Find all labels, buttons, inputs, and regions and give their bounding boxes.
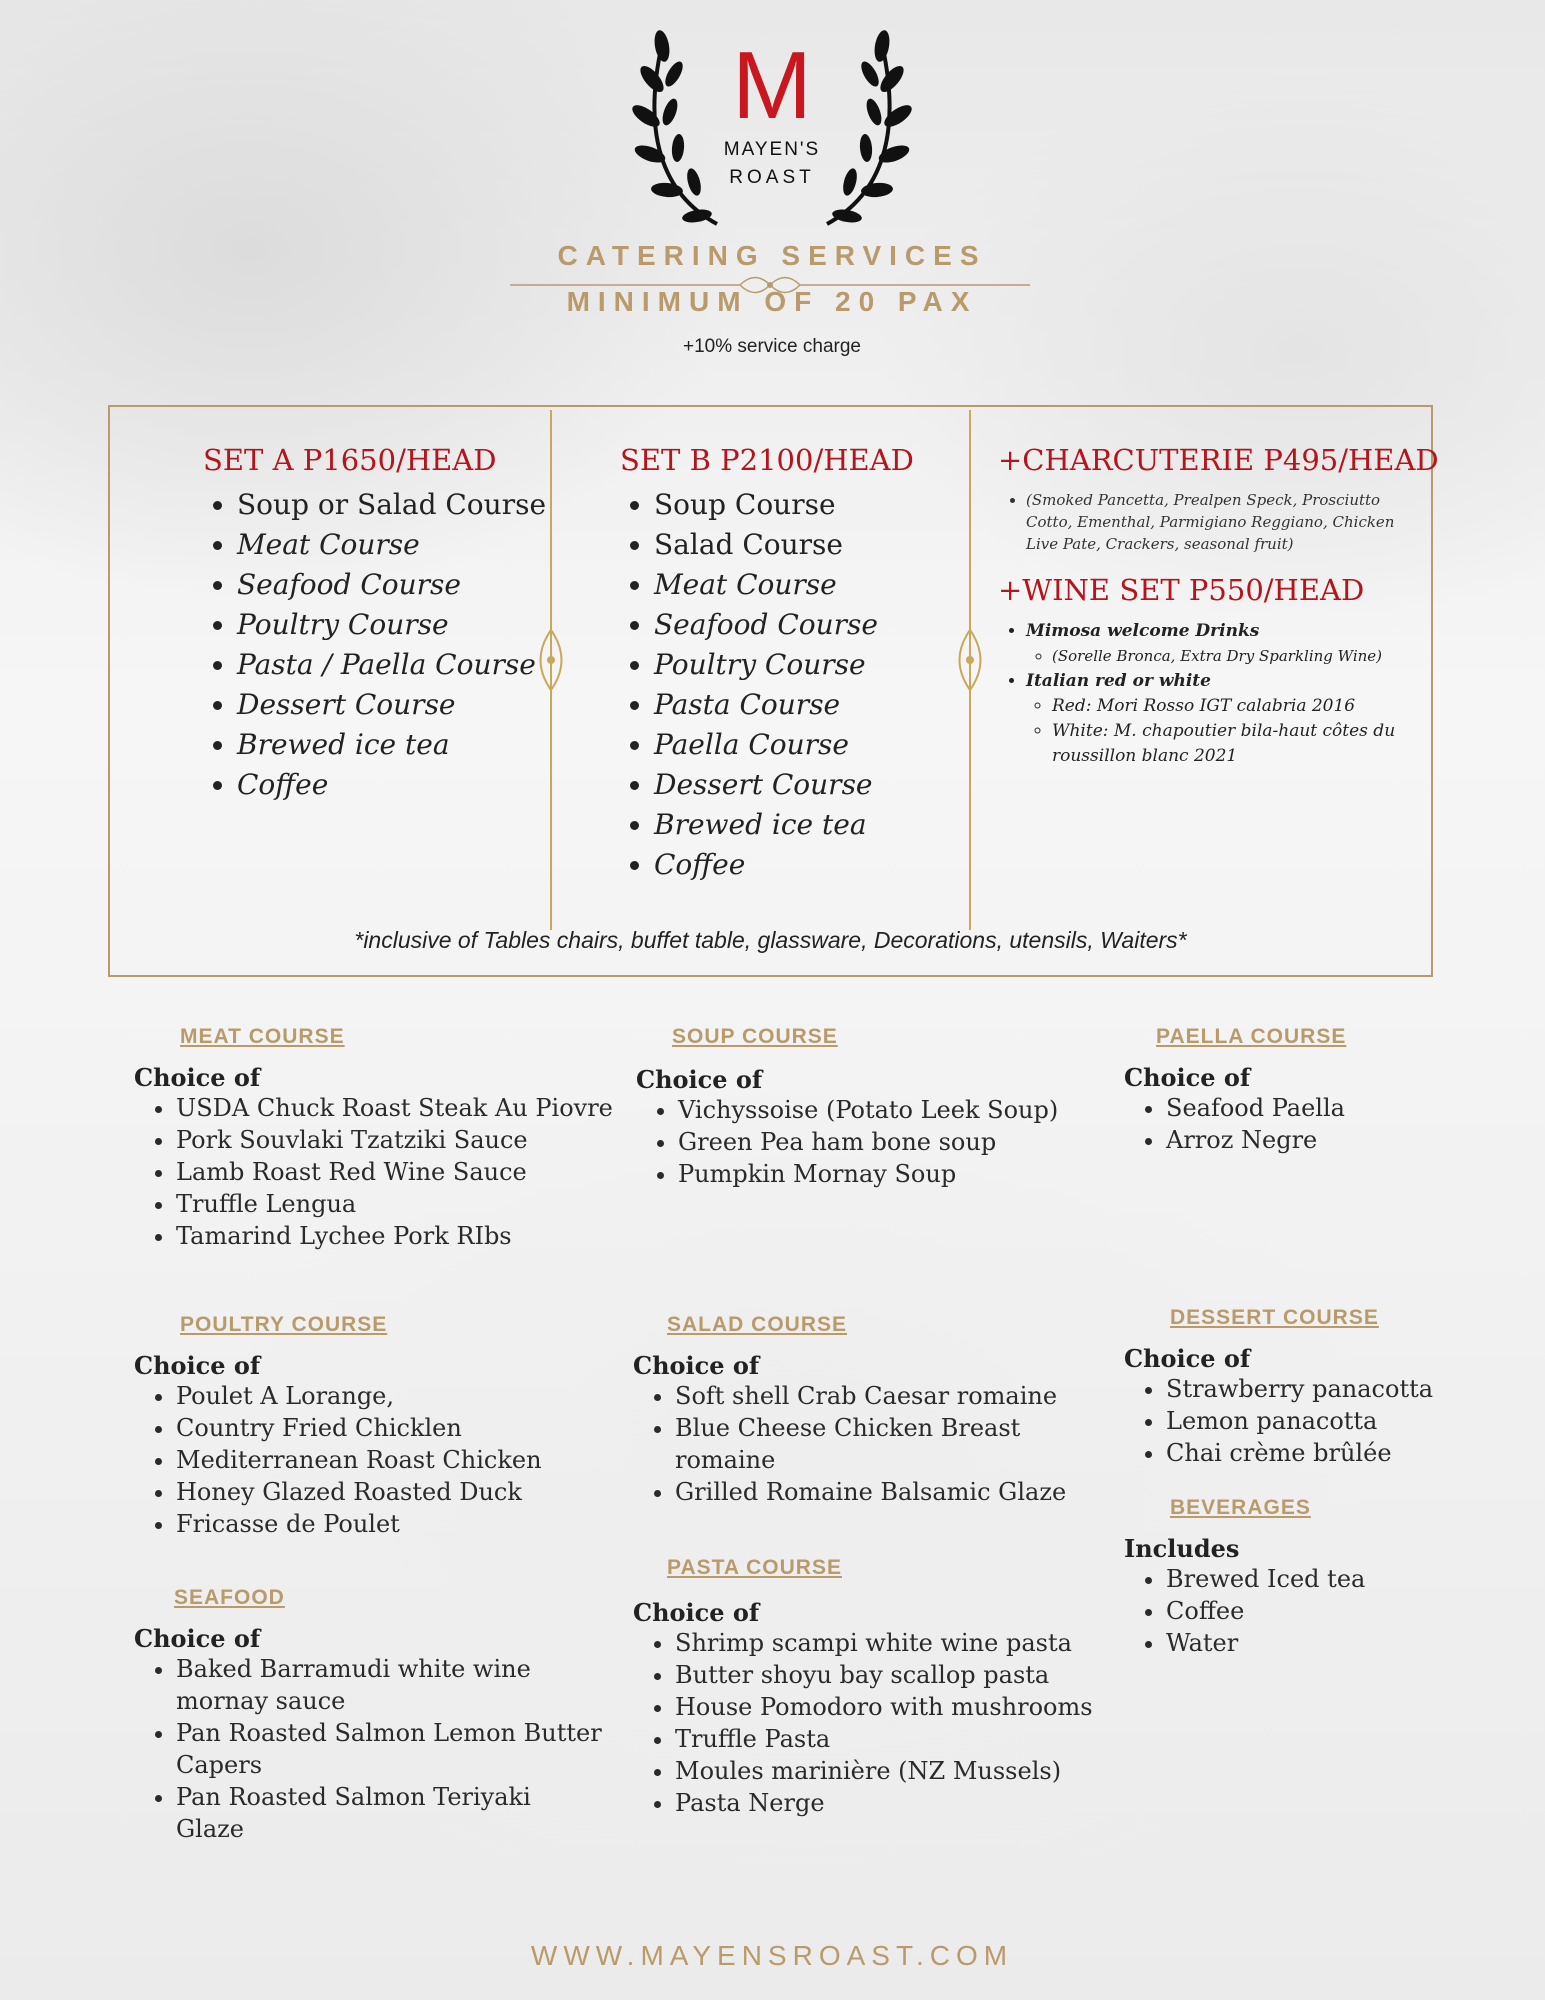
list-item: • Dessert Course — [237, 685, 546, 725]
list-item: • Shrimp scampi white wine pasta — [675, 1627, 1113, 1659]
course-heading: SOUP COURSE — [672, 1025, 838, 1048]
list-item: ◦ (Sorelle Bronca, Extra Dry Sparkling Wine) — [1052, 644, 1418, 669]
choice-label: Choice of — [633, 1351, 760, 1380]
list-item: • Mediterranean Roast Chicken — [176, 1444, 614, 1476]
list-item: • Grilled Romaine Balsamic Glaze — [675, 1476, 1113, 1508]
list-item: • Brewed ice tea — [654, 805, 914, 845]
list-item: • Coffee — [237, 765, 546, 805]
list-item: • Poulet A Lorange, — [176, 1380, 614, 1412]
course-heading: POULTRY COURSE — [180, 1313, 388, 1336]
logo-sub: ROAST — [729, 167, 815, 188]
poultry-course — [134, 1313, 614, 1540]
list-item: • Pork Souvlaki Tzatziki Sauce — [176, 1124, 614, 1156]
course-list — [633, 1627, 1113, 1819]
course-heading: PASTA COURSE — [667, 1556, 842, 1579]
list-item: • Pan Roasted Salmon Teriyaki Glaze — [176, 1781, 606, 1845]
wine-list — [998, 619, 1418, 769]
charcuterie-title: +CHARCUTERIE P495/HEAD — [998, 443, 1439, 477]
list-item: • Soft shell Crab Caesar romaine — [675, 1380, 1113, 1412]
choice-label: Choice of — [134, 1351, 261, 1380]
soup-course — [636, 1025, 1116, 1190]
course-list — [134, 1653, 606, 1845]
set-a — [203, 443, 546, 805]
course-list — [1124, 1373, 1524, 1469]
list-item: • Water — [1166, 1627, 1524, 1659]
list-item: • Green Pea ham bone soup — [678, 1126, 1116, 1158]
website-link[interactable]: WWW.MAYENSROAST.COM — [530, 1940, 1014, 1971]
list-item: • Lemon panacotta — [1166, 1405, 1524, 1437]
course-list — [134, 1092, 614, 1252]
list-item: • Truffle Lengua — [176, 1188, 614, 1220]
paella-course — [1124, 1025, 1524, 1156]
list-item: • Poultry Course — [654, 645, 914, 685]
list-item: • Soup or Salad Course — [237, 485, 546, 525]
course-heading: MEAT COURSE — [180, 1025, 345, 1048]
list-item: • Soup Course — [654, 485, 914, 525]
set-b — [620, 443, 914, 885]
course-list — [1124, 1563, 1524, 1659]
page-title: CATERING SERVICES — [557, 240, 987, 271]
list-item: • Dessert Course — [654, 765, 914, 805]
set-b-title: SET B P2100/HEAD — [620, 443, 914, 477]
list-item: • Brewed Iced tea — [1166, 1563, 1524, 1595]
choice-label: Choice of — [633, 1598, 760, 1627]
course-list — [636, 1094, 1116, 1190]
list-item: • Coffee — [1166, 1595, 1524, 1627]
charcuterie — [998, 443, 1439, 769]
list-item: • Pumpkin Mornay Soup — [678, 1158, 1116, 1190]
list-item: • Truffle Pasta — [675, 1723, 1113, 1755]
logo-letter: M — [732, 32, 812, 139]
inclusions-note: *inclusive of Tables chairs, buffet table, glassware, Decorations, utensils, Waiters* — [354, 927, 1187, 953]
list-item: • Country Fried Chicklen — [176, 1412, 614, 1444]
list-item: • Meat Course — [654, 565, 914, 605]
course-list — [134, 1380, 614, 1540]
list-item: • Baked Barramudi white wine mornay sauce — [176, 1653, 606, 1717]
choice-label: Includes — [1124, 1534, 1240, 1563]
list-item: • House Pomodoro with mushrooms — [675, 1691, 1113, 1723]
list-item: • Fricasse de Poulet — [176, 1508, 614, 1540]
pasta-course — [633, 1556, 1113, 1819]
list-item: • Vichyssoise (Potato Leek Soup) — [678, 1094, 1116, 1126]
list-item: • Butter shoyu bay scallop pasta — [675, 1659, 1113, 1691]
list-item: • Tamarind Lychee Pork RIbs — [176, 1220, 614, 1252]
salad-course — [633, 1313, 1113, 1508]
course-heading: PAELLA COURSE — [1156, 1025, 1347, 1048]
list-item: • Paella Course — [654, 725, 914, 765]
course-list — [633, 1380, 1113, 1508]
list-item: • Brewed ice tea — [237, 725, 546, 765]
choice-label: Choice of — [134, 1624, 261, 1653]
course-heading: SALAD COURSE — [667, 1313, 848, 1336]
list-item: • Strawberry panacotta — [1166, 1373, 1524, 1405]
mimosa-label: Mimosa welcome Drinks — [1026, 621, 1260, 641]
list-item: ◦ Red: Mori Rosso IGT calabria 2016 — [1052, 694, 1418, 719]
seafood-course — [134, 1586, 614, 1845]
set-b-list — [620, 485, 914, 885]
logo-name: MAYEN'S — [723, 139, 821, 160]
course-heading: DESSERT COURSE — [1170, 1306, 1379, 1329]
list-item — [1026, 669, 1418, 769]
list-item: • Poultry Course — [237, 605, 546, 645]
list-item: • Blue Cheese Chicken Breast romaine — [675, 1412, 1035, 1476]
list-item: • USDA Chuck Roast Steak Au Piovre — [176, 1092, 614, 1124]
list-item: • Salad Course — [654, 525, 914, 565]
list-item: • Pasta Nerge — [675, 1787, 1113, 1819]
choice-label: Choice of — [1124, 1344, 1251, 1373]
choice-label: Choice of — [1124, 1063, 1251, 1092]
list-item: • Seafood Course — [237, 565, 546, 605]
list-item: • Chai crème brûlée — [1166, 1437, 1524, 1469]
list-item: • Seafood Course — [654, 605, 914, 645]
dessert-course — [1124, 1306, 1524, 1469]
list-item: ◦ White: M. chapoutier bila-haut côtes du roussillon blanc 2021 — [1052, 719, 1418, 769]
course-heading: BEVERAGES — [1170, 1496, 1311, 1519]
course-list — [1124, 1092, 1524, 1156]
list-item: • Pasta Course — [654, 685, 914, 725]
list-item: • Moules marinière (NZ Mussels) — [675, 1755, 1113, 1787]
service-charge: +10% service charge — [683, 336, 861, 357]
meat-course — [134, 1025, 614, 1252]
choice-label: Choice of — [134, 1063, 261, 1092]
list-item: • Pasta / Paella Course — [237, 645, 546, 685]
list-item: • Lamb Roast Red Wine Sauce — [176, 1156, 614, 1188]
list-item: • Pan Roasted Salmon Lemon Butter Capers — [176, 1717, 606, 1781]
list-item: • Coffee — [654, 845, 914, 885]
wine-title: +WINE SET P550/HEAD — [998, 573, 1365, 607]
ornament-vertical-icon — [950, 410, 990, 930]
list-item: • Arroz Negre — [1166, 1124, 1524, 1156]
charcuterie-list — [998, 489, 1418, 555]
italian-label: Italian red or white — [1026, 671, 1211, 691]
set-a-list — [203, 485, 546, 805]
set-a-title: SET A P1650/HEAD — [203, 443, 497, 477]
beverages — [1124, 1496, 1524, 1659]
course-heading: SEAFOOD — [174, 1586, 285, 1609]
list-item: • Seafood Paella — [1166, 1092, 1524, 1124]
choice-label: Choice of — [636, 1065, 763, 1094]
page-subtitle: MINIMUM OF 20 PAX — [566, 286, 978, 317]
list-item: • Meat Course — [237, 525, 546, 565]
list-item — [1026, 619, 1418, 669]
list-item: • Honey Glazed Roasted Duck — [176, 1476, 614, 1508]
list-item: • (Smoked Pancetta, Prealpen Speck, Prosciutto Cotto, Ementhal, Parmigiano Reggiano, Chicken Live Pate, Crackers, seasonal fruit) — [1026, 489, 1418, 555]
